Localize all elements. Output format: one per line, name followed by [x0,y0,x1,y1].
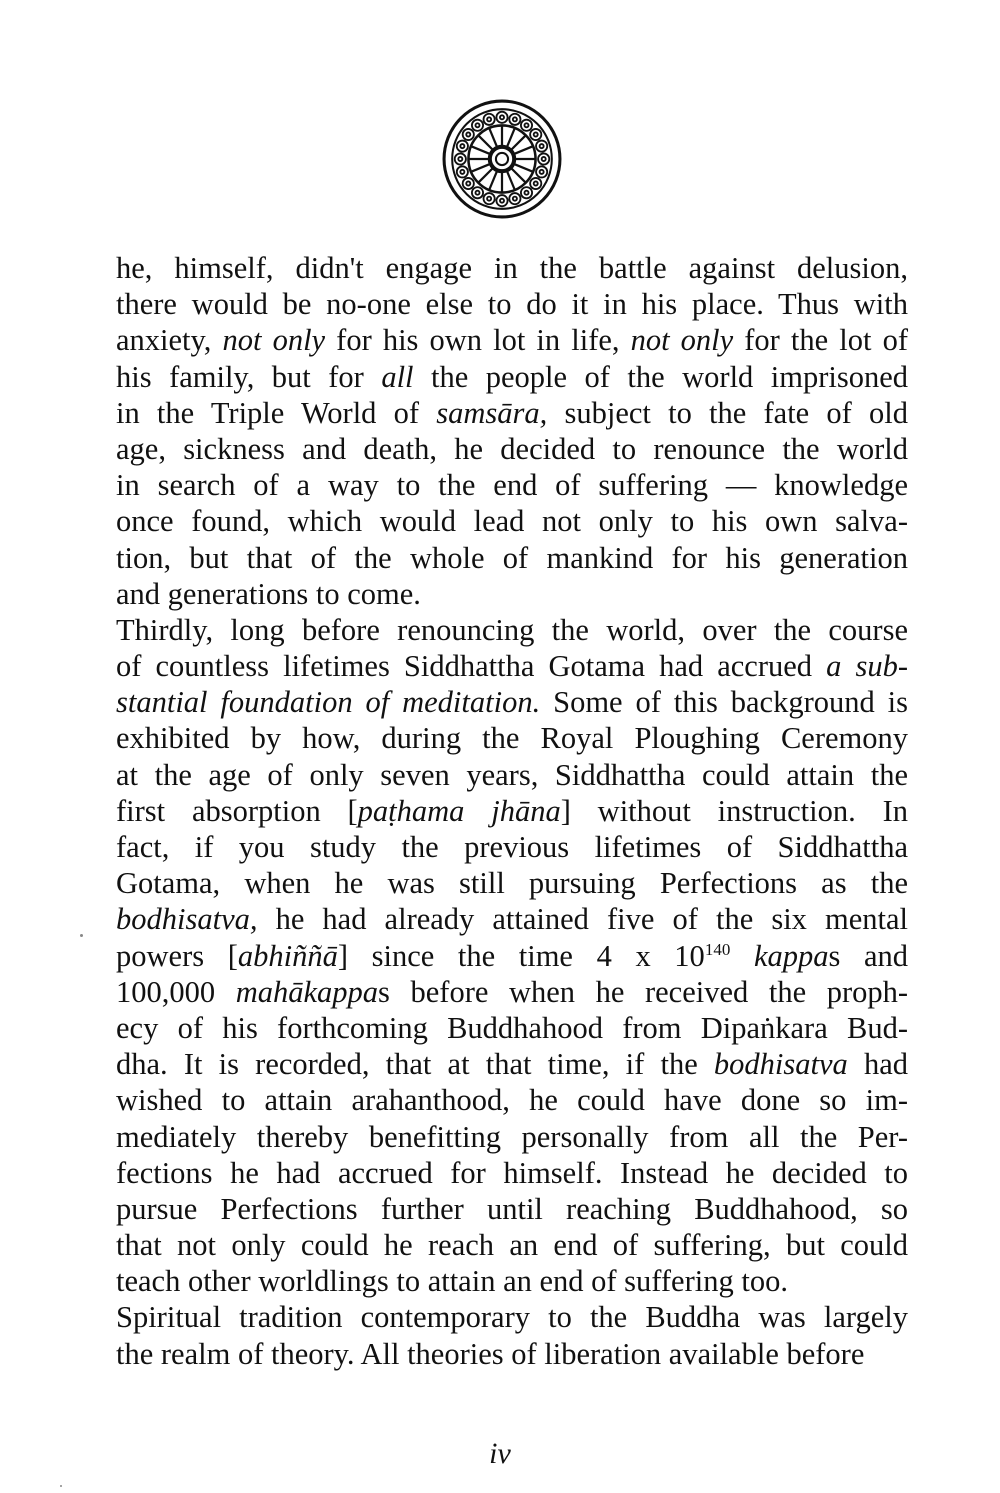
wheel-scroll-inner [534,181,538,185]
wheel-scroll-inner [513,117,517,121]
wheel-scroll [472,120,483,131]
italic-term: not only [222,323,326,358]
wheel-scroll [536,141,547,152]
text-line: once found, which would lead not only to his own salva- [116,504,908,539]
text-line: of countless lifetimes Siddhattha Gotama had accrued a sub- [116,649,908,684]
text-line: ecy of his forthcoming Buddhahood from Dipaṅkara Bud- [116,1010,908,1045]
text-line: fact, if you study the previous lifetimes of Siddhattha [116,830,908,864]
wheel-spoke [471,146,491,154]
wheel-scroll-inner [500,199,504,203]
wheel-spoke [478,168,493,183]
wheel-spoke [511,168,526,183]
wheel-spoke [513,146,533,154]
wheel-spoke [507,170,515,190]
wheel-scroll [496,112,507,123]
wheel-scroll [484,114,495,125]
text-line: teach other worldlings to attain an end of suffering too. [116,1264,788,1299]
wheel-scroll-inner [540,144,544,148]
text-line: wished to attain arahanthood, he could have done so im- [116,1083,908,1118]
text-line: there would be no-one else to do it in his place. Thus with [116,287,908,322]
wheel-scroll [521,187,532,198]
wheel-scroll [457,166,468,177]
wheel-scroll [509,114,520,125]
italic-term: bodhisatva, [116,902,258,937]
paragraph [116,1299,908,1371]
wheel-scroll-inner [534,132,538,136]
wheel-scroll-inner [487,197,491,201]
wheel-spoke [489,170,497,190]
wheel-scroll-inner [460,144,464,148]
scan-speck [80,934,83,937]
text-line: the realm of theory. All theories of liberation available before [116,1336,865,1371]
wheel-scroll-inner [460,170,464,174]
wheel-scroll [463,129,474,140]
wheel-scroll [484,193,495,204]
wheel-scroll-inner [524,191,528,195]
wheel-spoke [507,128,515,148]
scan-speck [60,1485,62,1487]
text-line: his family, but for all the people of the world imprisoned [116,359,909,394]
text-line: that not only could he reach an end of suffering, but could [116,1228,908,1263]
text-line: age, sickness and death, he decided to renounce the world [116,431,908,466]
wheel-scroll [521,120,532,131]
wheel-spoke [511,135,526,150]
text-line: Spiritual tradition contemporary to the Buddha was largely [116,1300,908,1335]
page-number: iv [489,1437,511,1470]
wheel-spoke [513,164,533,172]
italic-term: bodhisatva [713,1047,848,1082]
text-line: anxiety, not only for his own lot in life, not only for the lot of [116,323,908,358]
text-line: Thirdly, long before renouncing the world, over the course [116,612,908,647]
italic-term: not only [630,323,734,358]
wheel-spoke [471,164,491,172]
text-line: stantial foundation of meditation. Some of this background is [116,685,908,720]
wheel-scroll-inner [513,197,517,201]
text-line: in the Triple World of samsāra, subject to the fate of old [116,395,908,430]
italic-term: all [381,359,414,394]
wheel-spoke [478,135,493,150]
wheel-scroll [457,141,468,152]
text-line: first absorption [paṭhama jhāna] without instruction. In [116,793,908,828]
wheel-scroll [536,166,547,177]
text-line: powers [abhiññā] since the time 4 x $10^{140}$ kappas and [116,938,909,973]
wheel-scroll [455,153,466,164]
wheel-scroll [530,178,541,189]
wheel-scroll [509,193,520,204]
text-line: dha. It is recorded, that at that time, if the bodhisatva had [116,1047,908,1082]
wheel-scroll-inner [475,191,479,195]
italic-term: paṭhama jhāna [357,793,561,828]
wheel-scroll-inner [487,117,491,121]
wheel-scroll-inner [540,170,544,174]
text-line: fections he had accrued for himself. Instead he decided to [116,1155,908,1190]
text-line: 100,000 mahākappas before when he received the proph- [116,974,909,1009]
exponent: 140 [704,939,731,959]
text-line: Gotama, when he was still pursuing Perfections as the [116,866,908,901]
wheel-scroll-inner [458,157,462,161]
wheel-spoke [489,128,497,148]
wheel-scroll [538,153,549,164]
text-line: bodhisatva, he had already attained five of the six mental [116,902,908,937]
text-line: in search of a way to the end of suffering — knowledge [116,468,908,503]
text-line: exhibited by how, during the Royal Ploughing Ceremony [116,721,908,756]
dharma-wheel-icon [441,98,563,220]
italic-term: stantial foundation of meditation. [116,685,541,720]
text-line: pursue Perfections further until reaching Buddhahood, so [116,1191,908,1226]
italic-term: samsāra, [436,395,548,430]
wheel-scroll-inner [500,115,504,119]
italic-term: a sub- [826,649,908,684]
wheel-scroll [463,178,474,189]
text-line: mediately thereby benefitting personally from all the Per- [116,1119,908,1154]
wheel-scroll-inner [542,157,546,161]
paragraph [116,612,908,1300]
wheel-scroll-inner [524,123,528,127]
wheel-scroll [472,187,483,198]
text-line: at the age of only seven years, Siddhattha could attain the [116,757,908,792]
text-line: he, himself, didn't engage in the battle against delusion, [116,251,908,285]
wheel-scroll-inner [466,181,470,185]
wheel-scroll-inner [466,132,470,136]
italic-term: kappa [753,938,829,973]
wheel-scroll [530,129,541,140]
italic-term: mahākappa [235,974,379,1009]
body-text [116,250,908,1372]
wheel-scroll-inner [475,123,479,127]
italic-term: abhiññā [237,938,338,973]
text-line: tion, but that of the whole of mankind for his generation [116,540,908,575]
text-line: and generations to come. [116,576,421,611]
wheel-scroll [496,195,507,206]
paragraph [116,250,908,612]
